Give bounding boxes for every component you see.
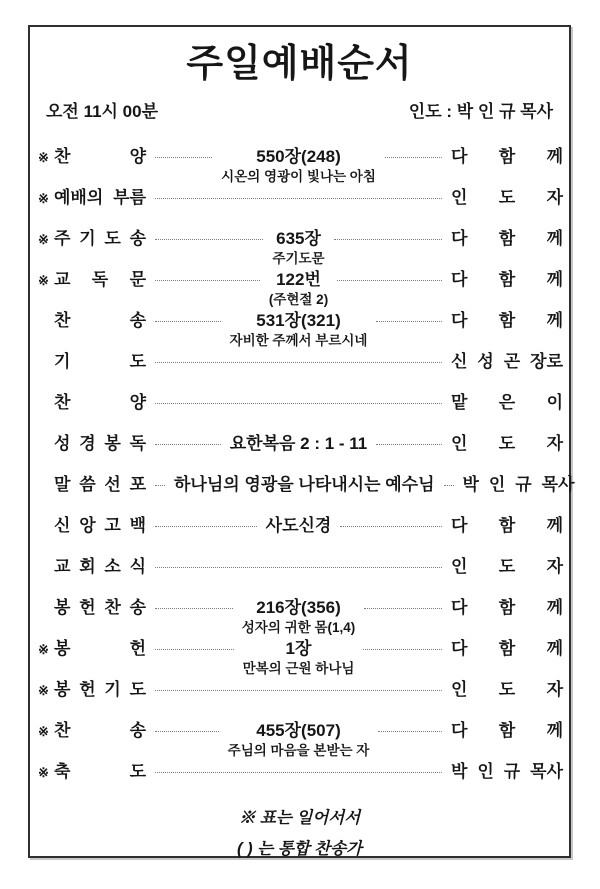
service-info (36, 102, 563, 122)
item-main-text: 216장(356) (256, 598, 341, 617)
bulletin-sheet (28, 25, 575, 858)
dotted-leader-line (363, 648, 442, 650)
standing-marker: ※ (38, 191, 49, 206)
item-sub-text: 성자의 귀한 몸(1,4) (241, 620, 356, 635)
order-item-content (242, 598, 356, 637)
item-main-text: 사도신경 (265, 516, 332, 535)
dotted-leader-line (334, 238, 442, 240)
order-item-label: 교 독 문 (54, 270, 146, 289)
order-item-performer: 인 도 자 (451, 680, 563, 699)
dotted-leader-line (376, 443, 442, 445)
order-item-performer: 다 함 께 (451, 639, 563, 658)
dotted-leader-line (376, 320, 442, 322)
order-item-label: 봉 헌 기 도 (54, 680, 146, 699)
dotted-leader-line (155, 443, 221, 445)
order-item-label: 찬 송 (54, 311, 146, 330)
order-item-label: 주 기 도 송 (54, 229, 146, 248)
order-item-label: 교 회 소 식 (54, 557, 146, 576)
dotted-leader-line (340, 525, 442, 527)
item-sub-text: (주현절 2) (268, 292, 329, 307)
order-item-performer: 다 함 께 (451, 147, 564, 166)
item-sub-text: 자비한 주께서 부르시네 (229, 333, 368, 348)
order-item-content (266, 516, 332, 536)
item-sub-text: 주기도문 (272, 251, 325, 266)
order-row (36, 557, 563, 581)
order-item-label: 말 씀 선 포 (54, 475, 146, 494)
order-item-content (230, 311, 368, 350)
service-leader: 인도 : 박 인 규 목사 (408, 102, 553, 121)
standing-marker: ※ (38, 150, 49, 165)
order-row (36, 434, 563, 458)
dotted-leader-line (155, 156, 212, 158)
order-row (36, 516, 563, 540)
order-row (36, 680, 563, 704)
dotted-leader-line (378, 730, 442, 732)
order-item-performer: 다 함 께 (451, 270, 563, 289)
item-main-text: 531장(321) (256, 311, 341, 330)
order-row (36, 270, 563, 307)
item-main-text: 하나님의 영광을 나타내시는 예수님 (174, 475, 435, 494)
dotted-leader-line (155, 197, 442, 199)
order-item-performer: 다 함 께 (451, 311, 564, 330)
order-item-content (272, 229, 324, 268)
order-item-label: 찬 송 (54, 721, 146, 740)
order-item-label: 축 도 (54, 762, 146, 781)
order-item-performer: 다 함 께 (451, 229, 564, 248)
dotted-leader-line (155, 238, 263, 240)
order-row (36, 598, 564, 635)
order-item-performer: 맡 은 이 (451, 393, 563, 412)
order-item-performer: 박 인 규 목사 (462, 475, 575, 494)
order-row (36, 393, 563, 417)
order-item-performer: 다 함 께 (451, 598, 564, 617)
dotted-leader-line (364, 607, 442, 609)
order-item-content (174, 475, 435, 495)
footnote-hymnal: ( ) 는 통합 찬송가 (237, 840, 362, 858)
order-item-performer: 신 성 곤 장로 (451, 352, 563, 371)
order-item-performer: 다 함 께 (451, 516, 564, 535)
page-title: 주일예배순서 (186, 43, 413, 85)
order-item-performer: 인 도 자 (451, 557, 563, 576)
order-item-content (269, 270, 328, 309)
order-item-performer: 인 도 자 (451, 434, 564, 453)
order-item-content (228, 721, 370, 760)
dotted-leader-line (155, 279, 260, 281)
item-sub-text: 시온의 영광이 빛나는 아침 (221, 169, 376, 184)
dotted-leader-line (155, 484, 165, 486)
item-sub-text: 만복의 근원 하나님 (242, 661, 355, 676)
dotted-leader-line (155, 402, 442, 404)
order-row (36, 229, 564, 266)
item-main-text: 635장 (276, 229, 321, 248)
standing-marker: ※ (38, 273, 49, 288)
order-item-label: 기 도 (54, 352, 146, 371)
dotted-leader-line (155, 525, 257, 527)
item-main-text: 122번 (276, 270, 321, 289)
standing-marker: ※ (38, 642, 49, 657)
footnote-standing: ※ 표는 일어서서 (238, 809, 361, 827)
order-item-label: 봉 헌 (54, 639, 146, 658)
dotted-leader-line (155, 361, 442, 363)
dotted-leader-line (155, 689, 442, 691)
order-item-label: 봉 헌 찬 송 (54, 598, 146, 617)
order-item-label: 찬 양 (54, 393, 146, 412)
standing-marker: ※ (38, 683, 49, 698)
order-item-performer: 박 인 규 목사 (451, 762, 563, 781)
dotted-leader-line (385, 156, 442, 158)
dotted-leader-line (155, 648, 234, 650)
order-row (36, 639, 563, 676)
order-item-performer: 인 도 자 (451, 188, 563, 207)
order-item-label: 성 경 봉 독 (54, 434, 146, 453)
item-main-text: 1장 (285, 639, 312, 658)
order-row (36, 352, 563, 376)
dotted-leader-line (155, 607, 233, 609)
order-row (36, 147, 564, 184)
item-main-text: 550장(248) (256, 147, 341, 166)
item-main-text: 요한복음 2 : 1 - 11 (229, 434, 368, 453)
item-main-text: 455장(507) (256, 721, 341, 740)
item-sub-text: 주님의 마음을 본받는 자 (227, 743, 370, 758)
dotted-leader-line (155, 320, 221, 322)
standing-marker: ※ (38, 232, 49, 247)
order-row (36, 475, 575, 499)
service-time: 오전 11시 00분 (46, 102, 159, 121)
dotted-leader-line (444, 484, 454, 486)
order-item-label: 찬 양 (54, 147, 146, 166)
dotted-leader-line (337, 279, 442, 281)
order-item-label: 예배의 부름 (54, 188, 146, 207)
order-item-content (230, 434, 368, 454)
standing-marker: ※ (38, 724, 49, 739)
order-item-label: 신 앙 고 백 (54, 516, 146, 535)
order-row (36, 762, 563, 786)
order-item-performer: 다 함 께 (451, 721, 564, 740)
order-row (36, 188, 563, 212)
dotted-leader-line (155, 771, 442, 773)
footnotes (36, 803, 563, 865)
order-of-worship-list (36, 147, 575, 786)
order-row (36, 311, 564, 348)
order-row (36, 721, 564, 758)
standing-marker: ※ (38, 765, 49, 780)
order-item-content (243, 639, 355, 678)
dotted-leader-line (155, 730, 219, 732)
dotted-leader-line (155, 566, 442, 568)
order-item-content (221, 147, 376, 186)
